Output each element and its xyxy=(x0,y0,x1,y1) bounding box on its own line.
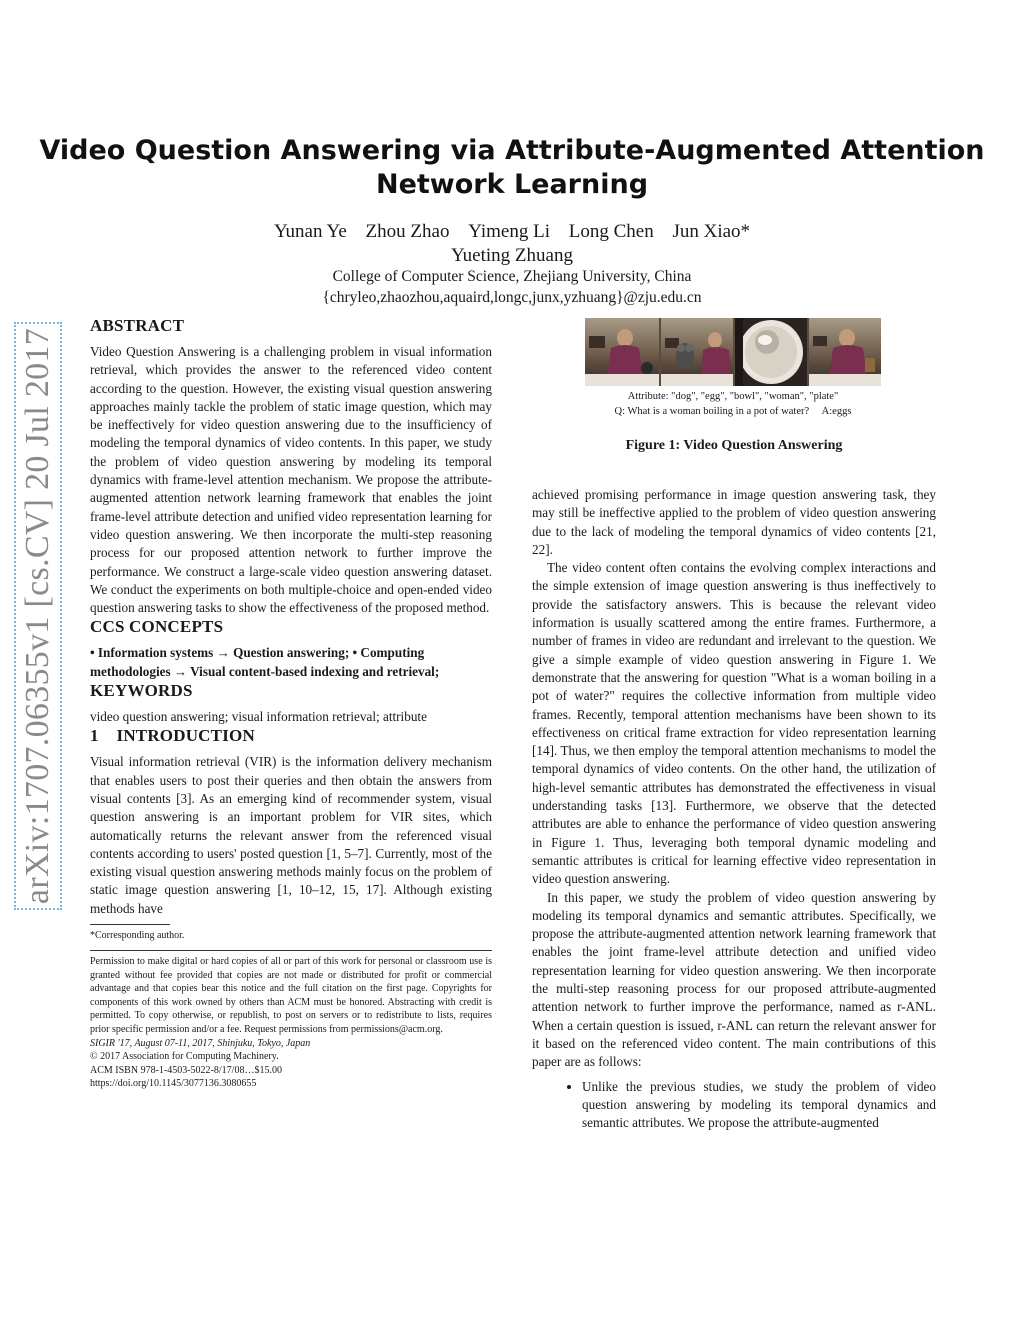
arxiv-watermark xyxy=(14,322,62,910)
intro-paragraph-3: In this paper, we study the problem of video question answering by modeling its temporal dynamics and semantic attributes. Specifically, we propose the attribute-augmented attention network learning framework that enables the joint frame-level attribute detection and unified video representation learning for video question answering. We then incorporate the multi-step reasoning process for our proposed attribute-augmented attention network to further improve the performance, named as r-ANL. When a certain question is issued, r-ANL can return the relevant answer for it based on the referenced video content. The main contributions of this paper are as follows: xyxy=(532,889,936,1070)
ccs-text: • Information systems → Question answering; • Computing methodologies → Visual content-based indexing and retrieval; xyxy=(90,645,440,679)
copyright: © 2017 Association for Computing Machinery. xyxy=(90,1051,279,1063)
figure-caption: Figure 1: Video Question Answering xyxy=(625,438,843,453)
title-line-1: Video Question Answering via Attribute-Augmented Attention xyxy=(39,135,985,166)
paper-title xyxy=(0,134,1024,202)
contribution-list xyxy=(532,1078,936,1133)
video-frames-image xyxy=(585,318,881,386)
author-name: Jun Xiao* xyxy=(672,221,751,242)
author-name: Zhou Zhao xyxy=(365,221,450,242)
left-column xyxy=(90,316,492,1091)
intro-paragraph-1: Visual information retrieval (VIR) is the information delivery mechanism that enables users to post their queries and then obtain the answers from visual contents [3]. As an emerging kind of recommender system, visual question answering is an important problem for VIR sites, which automatically returns the relevant answer from the referenced visual contents according to users' posted question [1, 5–7]. Currently, most of the existing visual question answering methods mainly focus on the problem of static image question answering [1, 10–12, 15, 17]. Although existing methods have xyxy=(90,754,492,916)
arxiv-id: arXiv:1707.06355v1 [cs.CV] 20 Jul 2017 xyxy=(19,327,56,905)
author-name: Yueting Zhuang xyxy=(451,245,573,266)
venue: SIGIR '17, August 07-11, 2017, Shinjuku, Tokyo, Japan xyxy=(90,1037,311,1049)
figure-question-line: Q: What is a woman boiling in a pot of water? A:eggs xyxy=(614,406,852,417)
author-name: Yimeng Li xyxy=(468,221,551,242)
title-line-2: Network Learning xyxy=(375,169,649,200)
keywords-heading: KEYWORDS xyxy=(90,681,193,701)
abstract-text: Video Question Answering is a challenging problem in visual information retrieval, which provides the answer to the referenced video content according to the question. However, the existing visual question answering approaches mainly tackle the problem of static image question, which may be ineffectively for video question answering due to the insufficiency of modeling the temporal dynamics of video contents. In this paper, we study the problem of video question answering by modeling its temporal dynamics with frame-level attention mechanism. We propose the attribute-augmented attention network learning framework that enables the joint frame-level attribute detection and unified video representation learning for video question answering. We then incorporate the multi-step reasoning process for our proposed attention network to further improve the performance. We construct a large-scale video question answering dataset. We conduct the experiments on both multiple-choice and open-ended video question answering tasks to show the effectiveness of the proposed method. xyxy=(90,344,492,616)
author-name: Yunan Ye xyxy=(273,221,347,242)
affiliation: College of Computer Science, Zhejiang University, China xyxy=(332,268,692,285)
doi-link[interactable]: https://doi.org/10.1145/3077136.3080655 xyxy=(90,1078,257,1090)
permission-notice: Permission to make digital or hard copies of all or part of this work for personal or classroom use is granted without fee provided that copies are not made or distributed for profit or commercial advantage and that copies bear this notice and the full citation on the first page. Copyrights for components of this work owned by others than ACM must be honored. Abstracting with credit is permitted. To copy otherwise, or republish, to post on servers or to redistribute to lists, requires prior specific permission and/or a fee. Request permissions from permissions@acm.org. xyxy=(90,956,492,1035)
keywords-text: video question answering; visual information retrieval; attribute xyxy=(90,709,427,725)
author-emails: {chryleo,zhaozhou,aquaird,longc,junx,yzhuang}@zju.edu.cn xyxy=(322,289,702,306)
contribution-item: • Unlike the previous studies, we study the problem of video question answering by modeling its temporal dynamics and semantic attributes. We propose the attribute-augmented xyxy=(582,1078,936,1133)
intro-paragraph-2: The video content often contains the evolving complex interactions and the simple extension of image question answering is thus ineffectively to provide the satisfactory answers. This is because the relevant video information is usually scattered among the entire frames. Furthermore, a number of frames in video are redundant and irrelevant to the question. We give a simple example of video question answering in Figure 1. We demonstrate that the answering for question "What is a woman boiling in a pot of water?" requires the collective information from multiple video frames. Recently, temporal attention mechanisms have been shown to its effectiveness on critical frame extraction for video representation learning [14]. Thus, we then employ the temporal attention mechanisms to model the temporal dynamics of video contents. On the other hand, the utilization of high-level semantic attributes has demonstrated the effectiveness in visual understanding tasks [13]. Furthermore, we observe that the detected attributes are able to enhance the performance of video question answering in Figure 1. Thus, leveraging both temporal dynamic modeling and semantic attributes is critical for learning effective video representation in video question answering. xyxy=(532,560,936,887)
permission-rule xyxy=(90,950,492,951)
right-column xyxy=(532,486,936,1132)
footnote-rule xyxy=(90,924,170,925)
intro-paragraph-1-continued: achieved promising performance in image question answering task, they may still be ineffective applied to the problem of video question answering due to the lack of modeling the temporal dynamics of video contents [21, 22]. xyxy=(532,487,936,557)
abstract-heading: ABSTRACT xyxy=(90,316,185,335)
introduction-heading: 1 INTRODUCTION xyxy=(90,726,255,746)
author-list xyxy=(0,220,1024,268)
author-name: Long Chen xyxy=(568,221,654,242)
affiliation-block xyxy=(0,266,1024,308)
isbn: ACM ISBN 978-1-4503-5022-8/17/08…$15.00 xyxy=(90,1064,282,1076)
ccs-heading: CCS CONCEPTS xyxy=(90,617,224,637)
corresponding-author-note: *Corresponding author. xyxy=(90,930,185,942)
figure-1-image xyxy=(585,318,881,386)
figure-attribute-line: Attribute: "dog", "egg", "bowl", "woman", "plate" xyxy=(627,391,839,402)
